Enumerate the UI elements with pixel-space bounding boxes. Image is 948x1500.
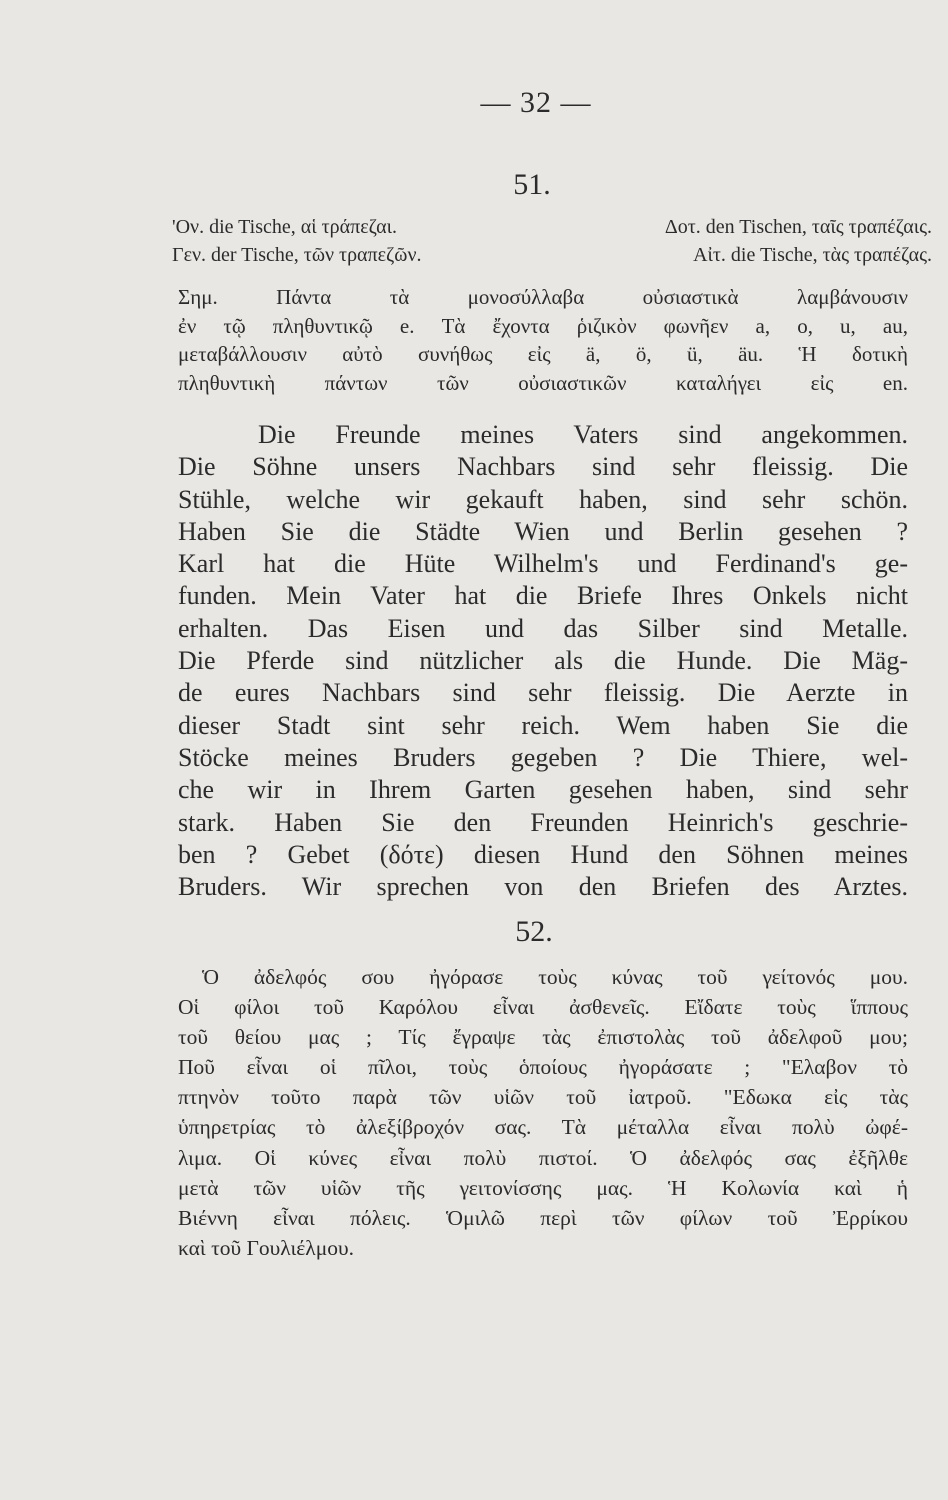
declension-left: Γεν. der Tische, τῶν τραπεζῶν.: [172, 244, 422, 266]
text-line: Βιέννη εἶναι πόλεις. Ὁμιλῶ περὶ τῶν φίλων τοῦ Ἐρρίκου: [178, 1205, 908, 1230]
text-line: Die Freunde meines Vaters sind angekommen.: [258, 420, 908, 449]
exercise-number-52: 52.: [515, 915, 553, 948]
declension-table: [172, 213, 932, 269]
text-line: πληθυντικὴ πάντων τῶν οὐσιαστικῶν καταλήγει εἰς en.: [178, 370, 908, 395]
text-line: μεταβάλλουσιν αὐτὸ συνήθως εἰς ä, ö, ü, äu. Ἡ δοτικὴ: [178, 342, 908, 366]
declension-row: [172, 241, 932, 269]
text-line: Haben Sie die Städte Wien und Berlin gesehen ?: [178, 516, 908, 546]
page-number: — 32 —: [480, 86, 592, 119]
text-line: λιμα. Οἱ κύνες εἶναι πολὺ πιστοί. Ὁ ἀδελφός σας ἐξῆλθε: [178, 1145, 908, 1170]
text-line: μετὰ τῶν υἱῶν τῆς γειτονίσσης μας. Ἡ Κολωνία καὶ ἡ: [178, 1175, 908, 1200]
text-line: Karl hat die Hüte Wilhelm's und Ferdinand's ge-: [178, 549, 908, 579]
text-line: de eures Nachbars sind sehr fleissig. Die Aerzte in: [178, 678, 908, 708]
german-exercise: [178, 419, 908, 903]
greek-exercise: [178, 962, 908, 1263]
text-line: Σημ. Πάντα τὰ μονοσύλλαβα οὐσιαστικὰ λαμβάνουσιν: [178, 285, 908, 309]
text-line: dieser Stadt sint sehr reich. Wem haben Sie die: [178, 710, 908, 740]
text-line: funden. Mein Vater hat die Briefe Ihres Onkels nicht: [178, 581, 908, 611]
exercise-number-51: 51.: [513, 168, 551, 201]
text-line: Οἱ φίλοι τοῦ Καρόλου εἶναι ἀσθενεῖς. Εἴδατε τοὺς ἵππους: [178, 995, 908, 1020]
text-line: Ὁ ἀδελφός σου ἠγόρασε τοὺς κύνας τοῦ γείτονός μου.: [202, 965, 908, 989]
declension-left: 'Ον. die Tische, αἱ τράπεζαι.: [172, 216, 398, 238]
text-line: ὑπηρετρίας τὸ ἀλεξίβροχόν σας. Τὰ μέταλλα εἶναι πολὺ ὠφέ-: [178, 1115, 908, 1140]
text-line: ἐν τῷ πληθυντικῷ e. Τὰ ἔχοντα ῥιζικὸν φωνῆεν a, o, u, au,: [178, 313, 908, 338]
text-line: Bruders. Wir sprechen von den Briefen des Arztes.: [178, 872, 908, 902]
text-line: stark. Haben Sie den Freunden Heinrich's geschrie-: [178, 807, 908, 837]
text-line: πτηνὸν τοῦτο παρὰ τῶν υἱῶν τοῦ ἰατροῦ. "Εδωκα εἰς τὰς: [178, 1085, 908, 1110]
text-line: καὶ τοῦ Γουλιέλμου.: [178, 1235, 354, 1260]
text-line: τοῦ θείου μας ; Τίς ἔγραψε τὰς ἐπιστολὰς τοῦ ἀδελφοῦ μου;: [178, 1025, 908, 1050]
text-line: che wir in Ihrem Garten gesehen haben, sind sehr: [178, 775, 908, 805]
text-line: Ποῦ εἶναι οἱ πῖλοι, τοὺς ὁποίους ἠγοράσατε ; "Ελαβον τὸ: [178, 1055, 908, 1080]
declension-right: Δοτ. den Tischen, ταῖς τραπέζαις.: [664, 216, 932, 238]
text-line: Stühle, welche wir gekauft haben, sind sehr schön.: [178, 484, 908, 514]
text-line: Stöcke meines Bruders gegeben ? Die Thiere, wel-: [178, 742, 908, 772]
declension-row: [172, 213, 932, 241]
text-line: erhalten. Das Eisen und das Silber sind Metalle.: [178, 613, 908, 643]
declension-right: Αἰτ. die Tische, τὰς τραπέζας.: [693, 244, 932, 266]
text-line: Die Söhne unsers Nachbars sind sehr fleissig. Die: [178, 452, 908, 482]
grammar-note: [178, 283, 908, 397]
text-line: ben ? Gebet (δότε) diesen Hund den Söhnen meines: [178, 839, 908, 869]
text-line: Die Pferde sind nützlicher als die Hunde. Die Mäg-: [178, 646, 908, 676]
